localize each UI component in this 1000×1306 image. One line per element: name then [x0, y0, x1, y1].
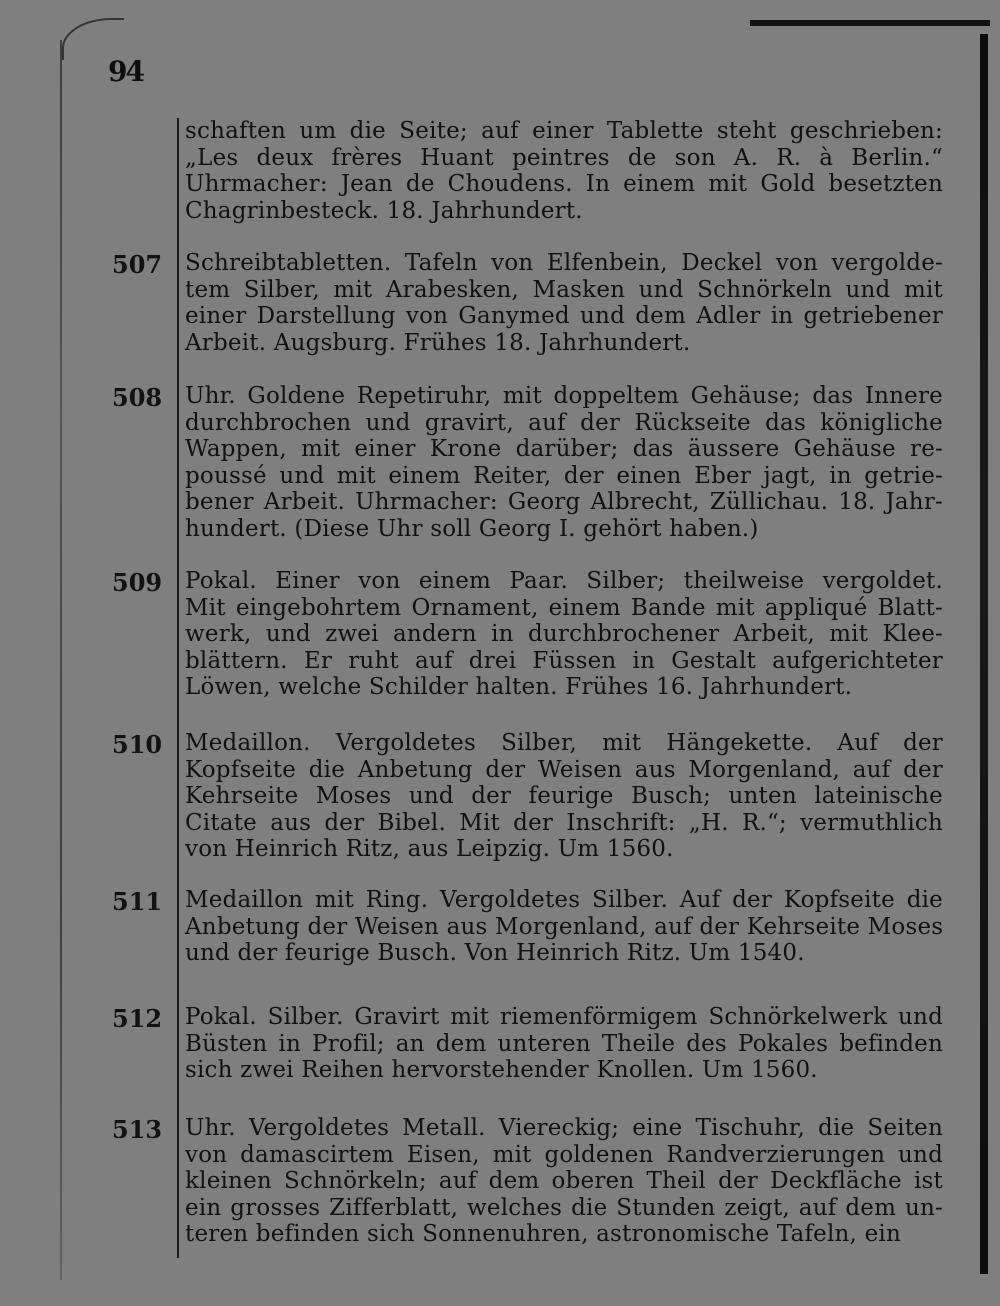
entry-number: 510: [112, 730, 163, 759]
text-line: Uhr. Vergoldetes Metall. Viereckig; eine Tischuhr, die Seiten: [185, 1115, 943, 1141]
entry-description: [185, 568, 943, 701]
entry-description: [185, 730, 943, 863]
text-line: ein grosses Zifferblatt, welches die Stunden zeigt, auf dem un-: [185, 1194, 943, 1221]
text-line: sich zwei Reihen hervorstehender Knollen. Um 1560.: [185, 1057, 818, 1083]
entry-description: [185, 1004, 943, 1084]
text-line: einer Darstellung von Ganymed und dem Adler in getriebener: [185, 303, 943, 329]
text-line: blättern. Er ruht auf drei Füssen in Gestalt aufgerichteter: [185, 647, 943, 674]
entry-number: 512: [112, 1004, 163, 1033]
scan-edge-top-right: [750, 20, 990, 26]
text-line: schaften um die Seite; auf einer Tablette steht geschrieben:: [185, 118, 943, 144]
page-number: 94: [108, 55, 143, 88]
scan-edge-top-left: [62, 18, 124, 60]
text-line: teren befinden sich Sonnenuhren, astronomische Tafeln, ein: [185, 1221, 901, 1247]
text-line: poussé und mit einem Reiter, der einen Eber jagt, in getrie-: [185, 462, 943, 489]
text-line: tem Silber, mit Arabesken, Masken und Schnörkeln und mit: [185, 276, 943, 303]
entry-number: 511: [112, 887, 163, 916]
entry-number: 509: [112, 568, 163, 597]
scan-edge-left: [60, 40, 62, 1280]
text-line: Uhrmacher: Jean de Choudens. In einem mit Gold besetzten: [185, 171, 943, 197]
entry-number: 508: [112, 383, 163, 412]
text-line: hundert. (Diese Uhr soll Georg I. gehört haben.): [185, 515, 759, 542]
text-line: bener Arbeit. Uhrmacher: Georg Albrecht, Züllichau. 18. Jahr-: [185, 489, 943, 515]
entry-number: 507: [112, 250, 163, 279]
text-line: Medaillon mit Ring. Vergoldetes Silber. Auf der Kopfseite die: [185, 887, 943, 913]
text-line: von damascirtem Eisen, mit goldenen Randverzierungen und: [185, 1141, 943, 1168]
text-line: Löwen, welche Schilder halten. Frühes 16. Jahrhundert.: [185, 674, 853, 700]
entry-number: 513: [112, 1115, 163, 1144]
text-line: kleinen Schnörkeln; auf dem oberen Theil der Deckfläche ist: [185, 1168, 943, 1194]
entry-description: [185, 887, 943, 967]
text-line: Wappen, mit einer Krone darüber; das äussere Gehäuse re-: [185, 436, 943, 462]
text-line: durchbrochen und gravirt, auf der Rückseite das königliche: [185, 409, 943, 436]
text-line: Anbetung der Weisen aus Morgenland, auf der Kehrseite Moses: [185, 913, 944, 940]
text-line: Citate aus der Bibel. Mit der Inschrift: „H. R.“; vermuthlich: [185, 809, 943, 836]
entry-description: [185, 383, 943, 542]
scan-edge-right: [980, 34, 988, 1274]
entry-description: [185, 1115, 943, 1248]
text-line: von Heinrich Ritz, aus Leipzig. Um 1560.: [185, 836, 674, 862]
text-line: Uhr. Goldene Repetiruhr, mit doppeltem Gehäuse; das Innere: [185, 383, 943, 409]
text-line: und der feurige Busch. Von Heinrich Ritz. Um 1540.: [185, 940, 805, 966]
text-line: Pokal. Silber. Gravirt mit riemenförmigem Schnörkelwerk und: [185, 1004, 943, 1030]
text-line: Mit eingebohrtem Ornament, einem Bande mit appliqué Blatt-: [185, 594, 943, 621]
column-rule: [177, 118, 179, 1258]
entry-description: [185, 118, 943, 224]
text-line: Büsten in Profil; an dem unteren Theile des Pokales befinden: [185, 1030, 943, 1057]
text-line: Medaillon. Vergoldetes Silber, mit Hängekette. Auf der: [185, 730, 943, 756]
text-line: Chagrinbesteck. 18. Jahrhundert.: [185, 197, 583, 224]
entry-description: [185, 250, 943, 356]
text-line: Kopfseite die Anbetung der Weisen aus Morgenland, auf der: [185, 756, 943, 783]
text-line: „Les deux frères Huant peintres de son A. R. à Berlin.“: [185, 144, 943, 171]
text-line: werk, und zwei andern in durchbrochener Arbeit, mit Klee-: [185, 621, 943, 647]
text-line: Arbeit. Augsburg. Frühes 18. Jahrhundert.: [185, 329, 691, 356]
text-line: Kehrseite Moses und der feurige Busch; unten lateinische: [185, 783, 943, 809]
text-line: Pokal. Einer von einem Paar. Silber; theilweise vergoldet.: [185, 568, 943, 594]
text-line: Schreibtabletten. Tafeln von Elfenbein, Deckel von vergolde-: [185, 250, 943, 276]
